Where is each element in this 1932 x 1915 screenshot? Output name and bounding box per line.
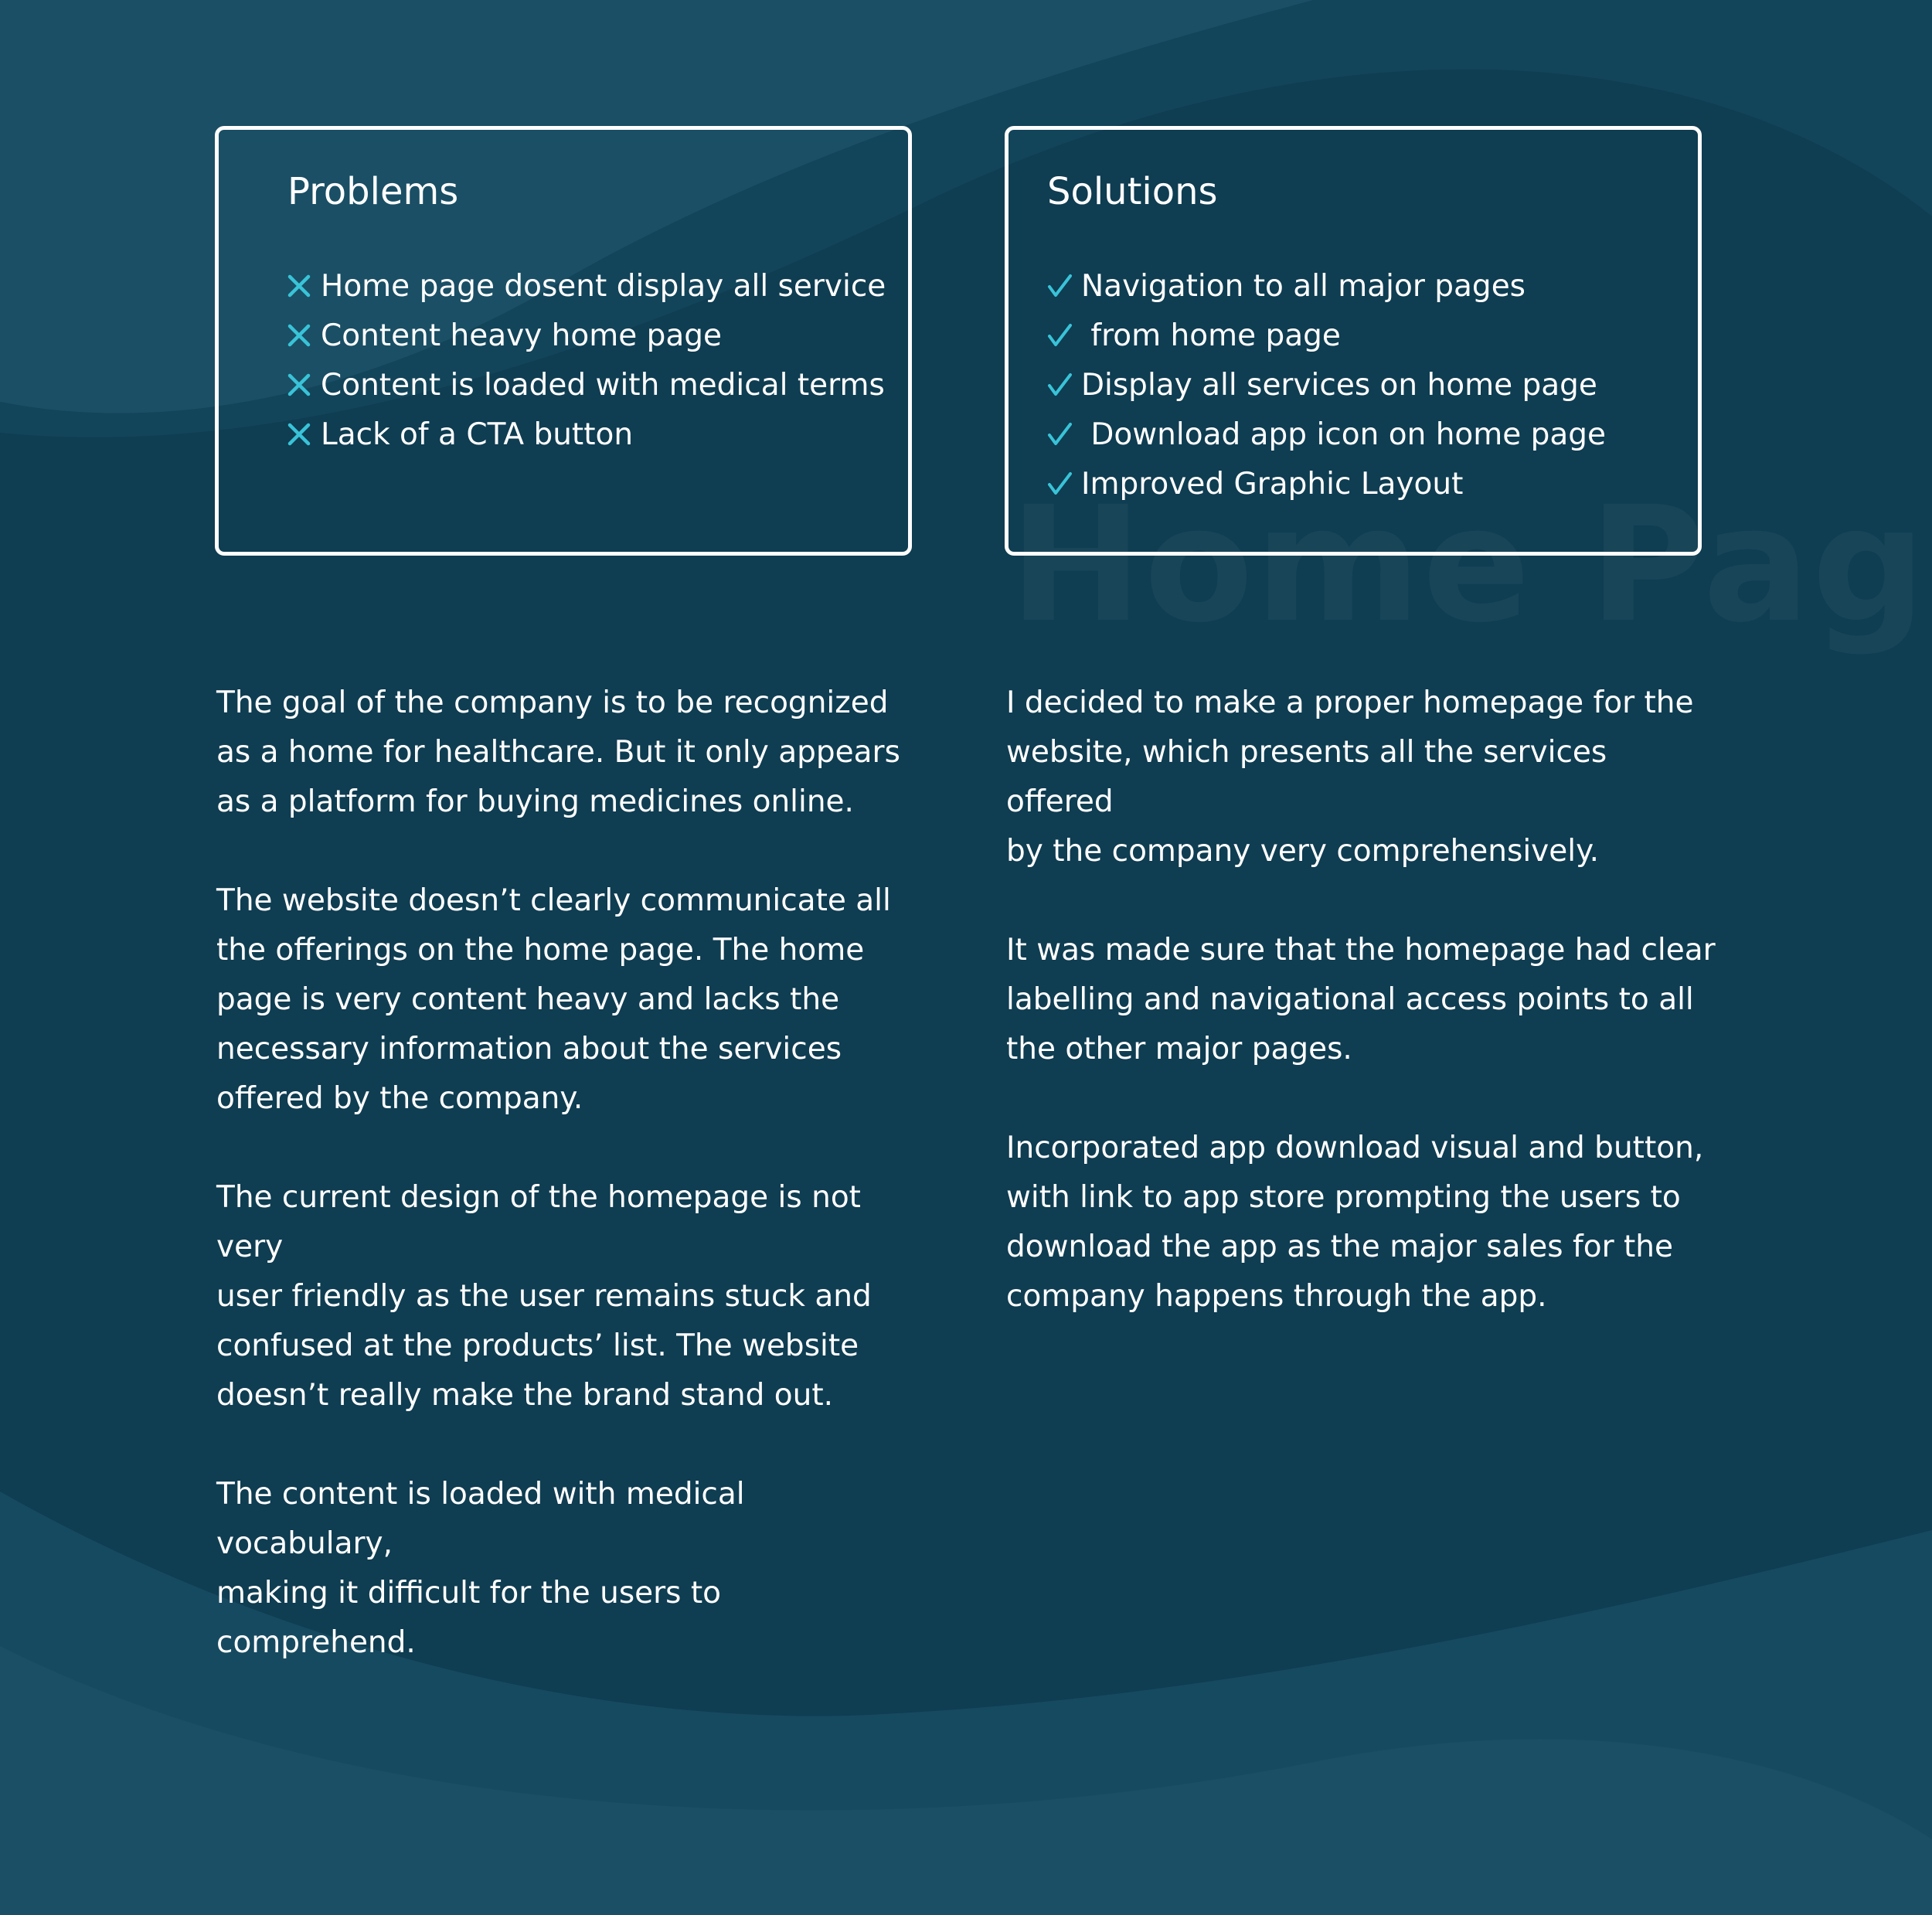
solutions-description	[1006, 679, 1717, 1371]
paragraph: The goal of the company is to be recognized as a home for healthcare. But it only appears as a platform for buying medicines online.	[216, 685, 900, 819]
paragraph: Incorporated app download visual and button, with link to app store prompting the users to download the app as the major sales for the company happens through the app.	[1006, 1131, 1704, 1314]
paragraph: I decided to make a proper homepage for the website, which presents all the services offered by the company very comprehensively.	[1006, 685, 1694, 869]
solutions-title: Solutions	[1047, 170, 1218, 213]
problems-description	[216, 679, 927, 1717]
problems-item	[285, 261, 886, 311]
solutions-item-label: Download app icon on home page	[1081, 417, 1607, 452]
solutions-item	[1046, 459, 1606, 509]
problems-item-label: Content is loaded with medical terms	[321, 367, 885, 403]
solutions-item	[1046, 410, 1606, 459]
problems-item	[285, 311, 886, 360]
solutions-item-label: from home page	[1081, 318, 1341, 353]
solutions-item	[1046, 360, 1606, 410]
check-icon	[1046, 321, 1073, 349]
cross-icon	[285, 371, 313, 399]
problems-item	[285, 410, 886, 459]
paragraph: It was made sure that the homepage had clear labelling and navigational access points to all the other major pages.	[1006, 933, 1716, 1066]
paragraph: The content is loaded with medical vocabulary, making it difficult for the users to comprehend.	[216, 1477, 745, 1660]
problems-item	[285, 360, 886, 410]
paragraph: The website doesn’t clearly communicate all the offerings on the home page. The home page is very content heavy and lacks the necessary information about the services offered by the company.	[216, 883, 891, 1116]
check-icon	[1046, 470, 1073, 498]
solutions-item-label: Display all services on home page	[1081, 367, 1597, 403]
cross-icon	[285, 321, 313, 349]
solutions-item-label: Improved Graphic Layout	[1081, 466, 1464, 502]
problems-list	[285, 261, 886, 459]
solutions-card	[1005, 126, 1702, 556]
problems-title: Problems	[287, 170, 459, 213]
problems-item-label: Content heavy home page	[321, 318, 723, 353]
problems-item-label: Lack of a CTA button	[321, 417, 634, 452]
solutions-item-label: Navigation to all major pages	[1081, 268, 1526, 304]
check-icon	[1046, 371, 1073, 399]
solutions-item	[1046, 311, 1606, 360]
cross-icon	[285, 420, 313, 448]
solutions-item	[1046, 261, 1606, 311]
problems-card	[215, 126, 912, 556]
cross-icon	[285, 272, 313, 300]
check-icon	[1046, 272, 1073, 300]
problems-item-label: Home page dosent display all service	[321, 268, 886, 304]
check-icon	[1046, 420, 1073, 448]
paragraph: The current design of the homepage is not very user friendly as the user remains stuck and confused at the products’ list. The website doesn’t really make the brand stand out.	[216, 1180, 872, 1413]
solutions-list	[1046, 261, 1606, 509]
